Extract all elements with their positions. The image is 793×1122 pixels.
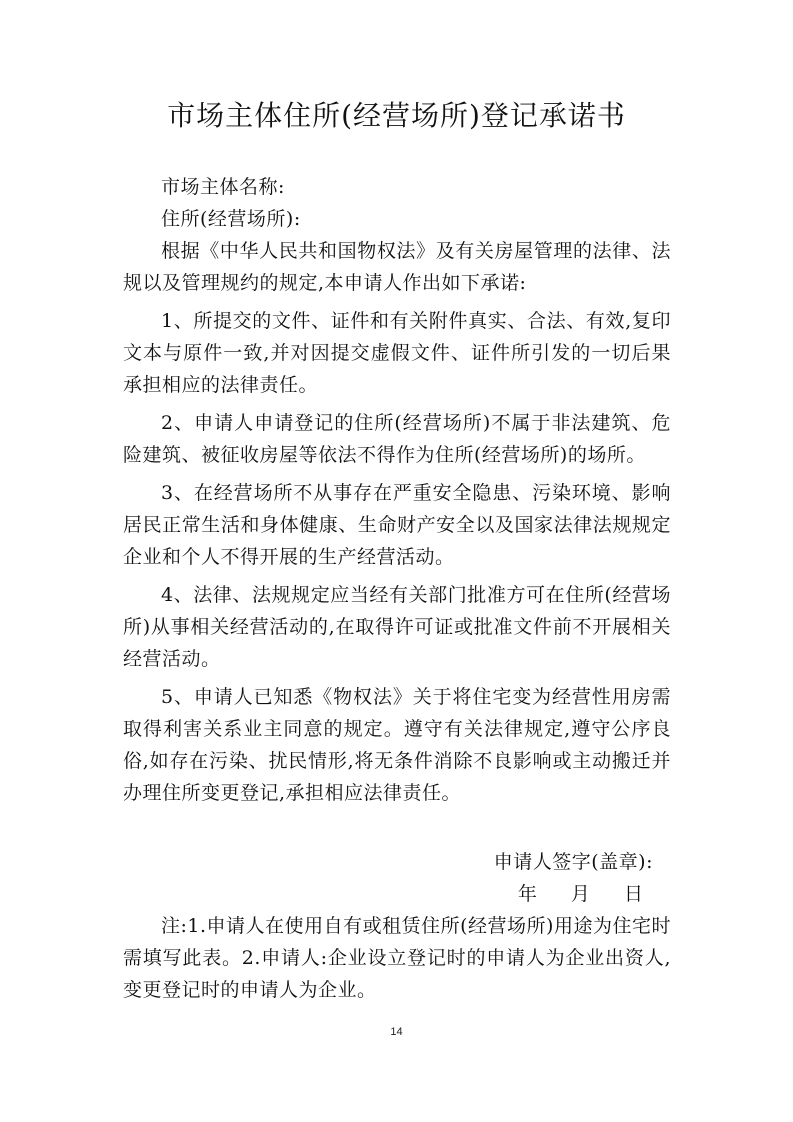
address-label: 住所(经营场所): [161, 208, 301, 230]
commitment-item-4: 4、法律、法规规定应当经有关部门批准方可在住所(经营场所)从事相关经营活动的,在取得许可证或批准文件前不开展相关经营活动。 [123, 584, 671, 670]
commitment-item-1: 1、所提交的文件、证件和有关附件真实、合法、有效,复印文本与原件一致,并对因提交虚假文件、证件所引发的一切后果承担相应的法律责任。 [123, 310, 671, 396]
commitment-item-5: 5、申请人已知悉《物权法》关于将住宅变为经营性用房需取得利害关系业主同意的规定。遵守有关法律规定,遵守公序良俗,如存在污染、扰民情形,将无条件消除不良影响或主动搬迁并办理住所变更登记,承担相应法律责任。 [123, 686, 671, 804]
date-month: 月 [570, 883, 590, 905]
date-day: 日 [623, 883, 643, 905]
commitment-item-2: 2、申请人申请登记的住所(经营场所)不属于非法建筑、危险建筑、被征收房屋等依法不得作为住所(经营场所)的场所。 [123, 412, 671, 466]
intro-paragraph: 根据《中华人民共和国物权法》及有关房屋管理的法律、法规以及管理规约的规定,本申请人作出如下承诺: [123, 240, 671, 294]
signature-label: 申请人签字(盖章): [493, 851, 653, 873]
document-title: 市场主体住所(经营场所)登记承诺书 [167, 99, 626, 132]
date-year: 年 [517, 883, 537, 905]
footnote: 注:1.申请人在使用自有或租赁住所(经营场所)用途为住宅时需填写此表。2.申请人:企业设立登记时的申请人为企业出资人,变更登记时的申请人为企业。 [123, 915, 671, 1001]
commitment-item-3: 3、在经营场所不从事存在严重安全隐患、污染环境、影响居民正常生活和身体健康、生命财产安全以及国家法律法规规定企业和个人不得开展的生产经营活动。 [123, 482, 671, 568]
page-number: 14 [390, 1026, 403, 1038]
entity-name-label: 市场主体名称: [161, 176, 285, 198]
date-line [0, 878, 643, 910]
document-body [123, 171, 671, 809]
